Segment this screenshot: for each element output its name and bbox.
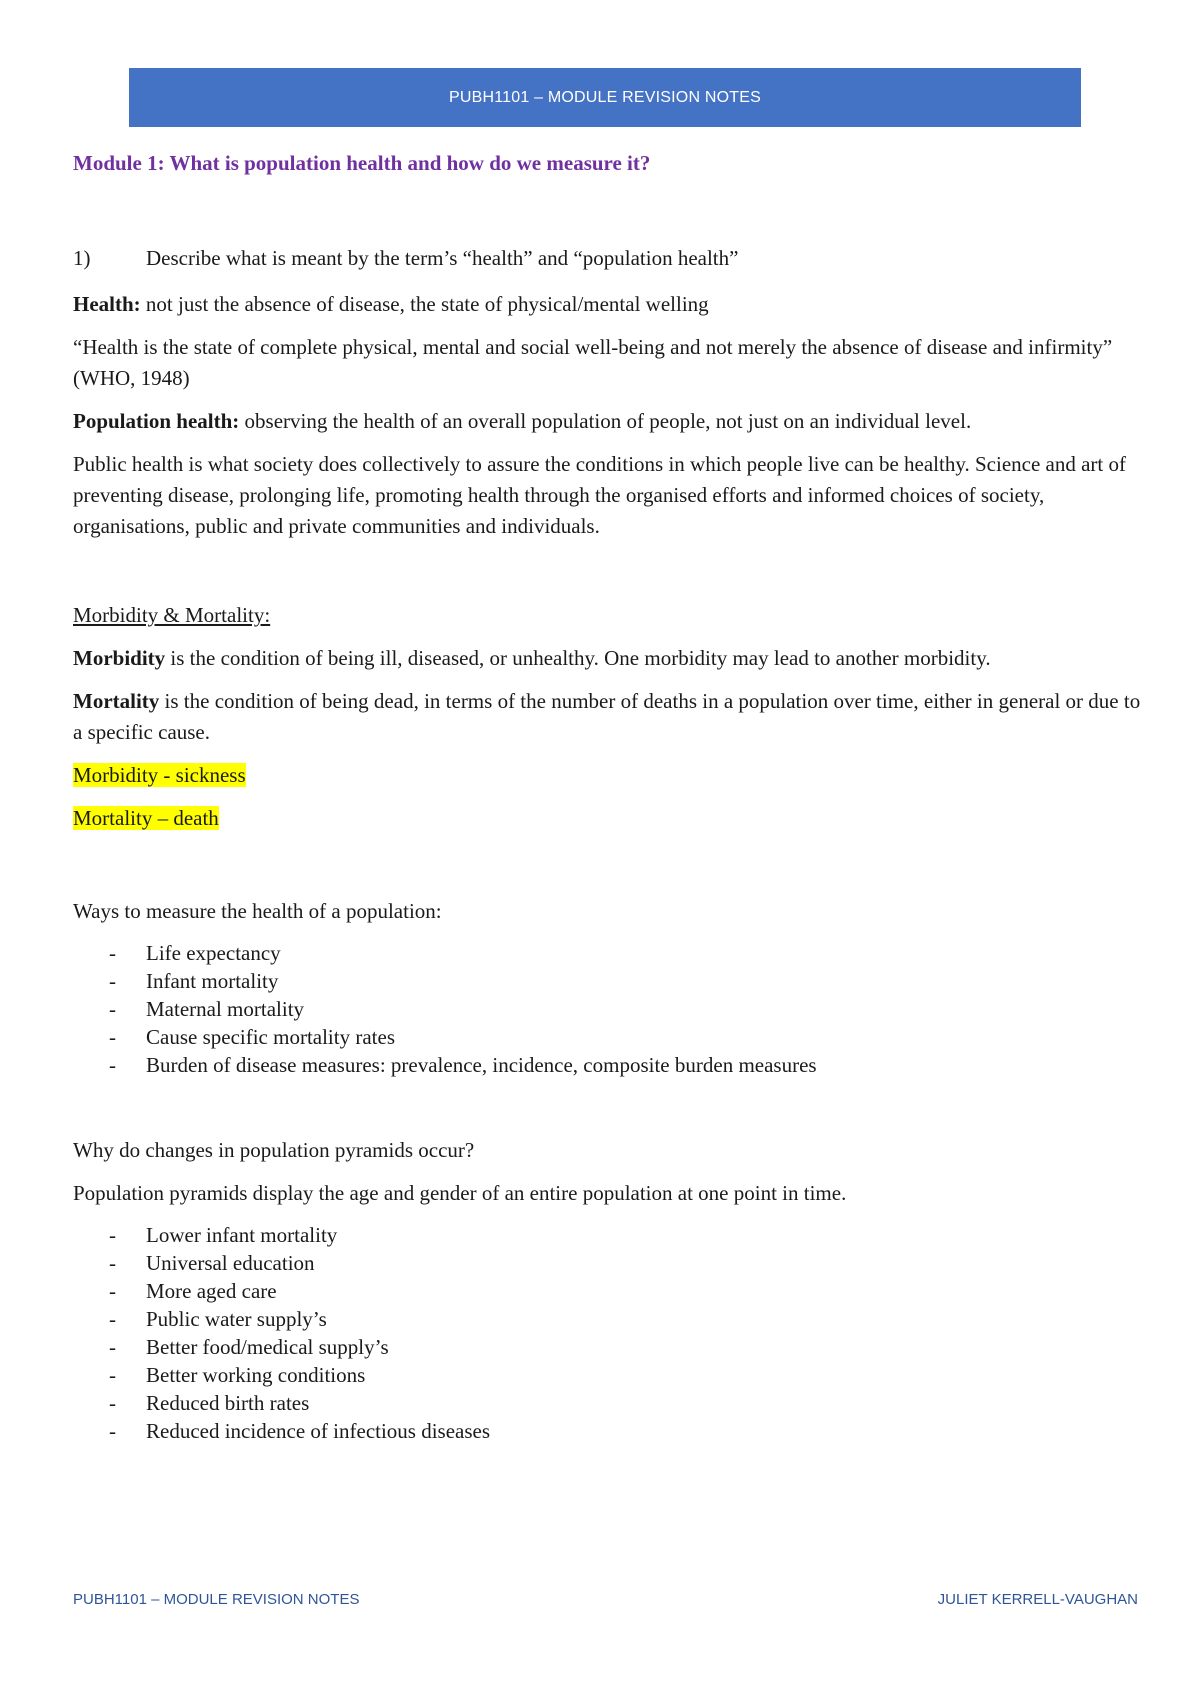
- morbidity-label: Morbidity: [73, 646, 166, 670]
- mortality-text: is the condition of being dead, in terms of the number of deaths in a population over time, either in general or due to a specific cause.: [73, 689, 1141, 744]
- population-health-text: observing the health of an overall population of people, not just on an individual level.: [239, 409, 972, 433]
- question-line: [73, 243, 1143, 274]
- question-text: Describe what is meant by the term’s “health” and “population health”: [146, 246, 739, 270]
- health-label: Health:: [73, 292, 141, 316]
- list-item: - Better food/medical supply’s: [109, 1335, 389, 1359]
- list-item: - More aged care: [109, 1279, 277, 1303]
- public-health-paragraph: Public health is what society does collectively to assure the conditions in which people live can be healthy. Science and art of preventing disease, prolonging life, promoting health through the organised efforts and informed choices of society, organisations, public and private communities and individuals.: [73, 452, 1126, 538]
- question-number: 1): [73, 246, 91, 270]
- health-text: not just the absence of disease, the state of physical/mental welling: [140, 292, 709, 316]
- list-item: - Maternal mortality: [109, 997, 305, 1021]
- list-item: - Cause specific mortality rates: [109, 1025, 395, 1049]
- morbidity-text: is the condition of being ill, diseased, or unhealthy. One morbidity may lead to another morbidity.: [165, 646, 991, 670]
- highlight-morbidity-text: Morbidity - sickness: [73, 763, 246, 787]
- who-quote: “Health is the state of complete physical, mental and social well-being and not merely the absence of disease and infirmity” (WHO, 1948): [73, 335, 1113, 390]
- document-body: [73, 148, 1143, 1445]
- list-item: - Lower infant mortality: [109, 1223, 338, 1247]
- list-item: - Infant mortality: [109, 969, 279, 993]
- list-item: - Reduced birth rates: [109, 1391, 310, 1415]
- list-item: - Universal education: [109, 1251, 315, 1275]
- pyramids-heading: Why do changes in population pyramids occur?: [73, 1138, 475, 1162]
- highlight-mortality-text: Mortality – death: [73, 806, 219, 830]
- list-item: - Better working conditions: [109, 1363, 366, 1387]
- mortality-label: Mortality: [73, 689, 160, 713]
- module-title: Module 1: What is population health and how do we measure it?: [73, 151, 651, 175]
- measures-heading: Ways to measure the health of a population:: [73, 899, 442, 923]
- list-item: - Public water supply’s: [109, 1307, 327, 1331]
- population-health-definition: [73, 406, 1143, 437]
- health-definition: [73, 289, 1143, 320]
- list-item: - Life expectancy: [109, 941, 281, 965]
- measures-list: [73, 939, 1143, 1079]
- list-item: - Burden of disease measures: prevalence, incidence, composite burden measures: [109, 1053, 817, 1077]
- header-title: PUBH1101 – MODULE REVISION NOTES: [449, 88, 761, 106]
- header-bar: [129, 68, 1081, 127]
- highlight-mortality: [73, 803, 1143, 834]
- morbidity-mortality-heading: Morbidity & Mortality:: [73, 603, 271, 627]
- footer-left: PUBH1101 – MODULE REVISION NOTES: [73, 1591, 360, 1608]
- population-health-label: Population health:: [73, 409, 240, 433]
- highlight-morbidity: [73, 760, 1143, 791]
- list-item: - Reduced incidence of infectious diseases: [109, 1419, 491, 1443]
- footer-right: JULIET KERRELL-VAUGHAN: [937, 1591, 1138, 1608]
- pyramids-text: Population pyramids display the age and gender of an entire population at one point in time.: [73, 1181, 847, 1205]
- mortality-definition: [73, 686, 1143, 748]
- pyramids-list: [73, 1221, 1143, 1445]
- morbidity-definition: [73, 643, 1143, 674]
